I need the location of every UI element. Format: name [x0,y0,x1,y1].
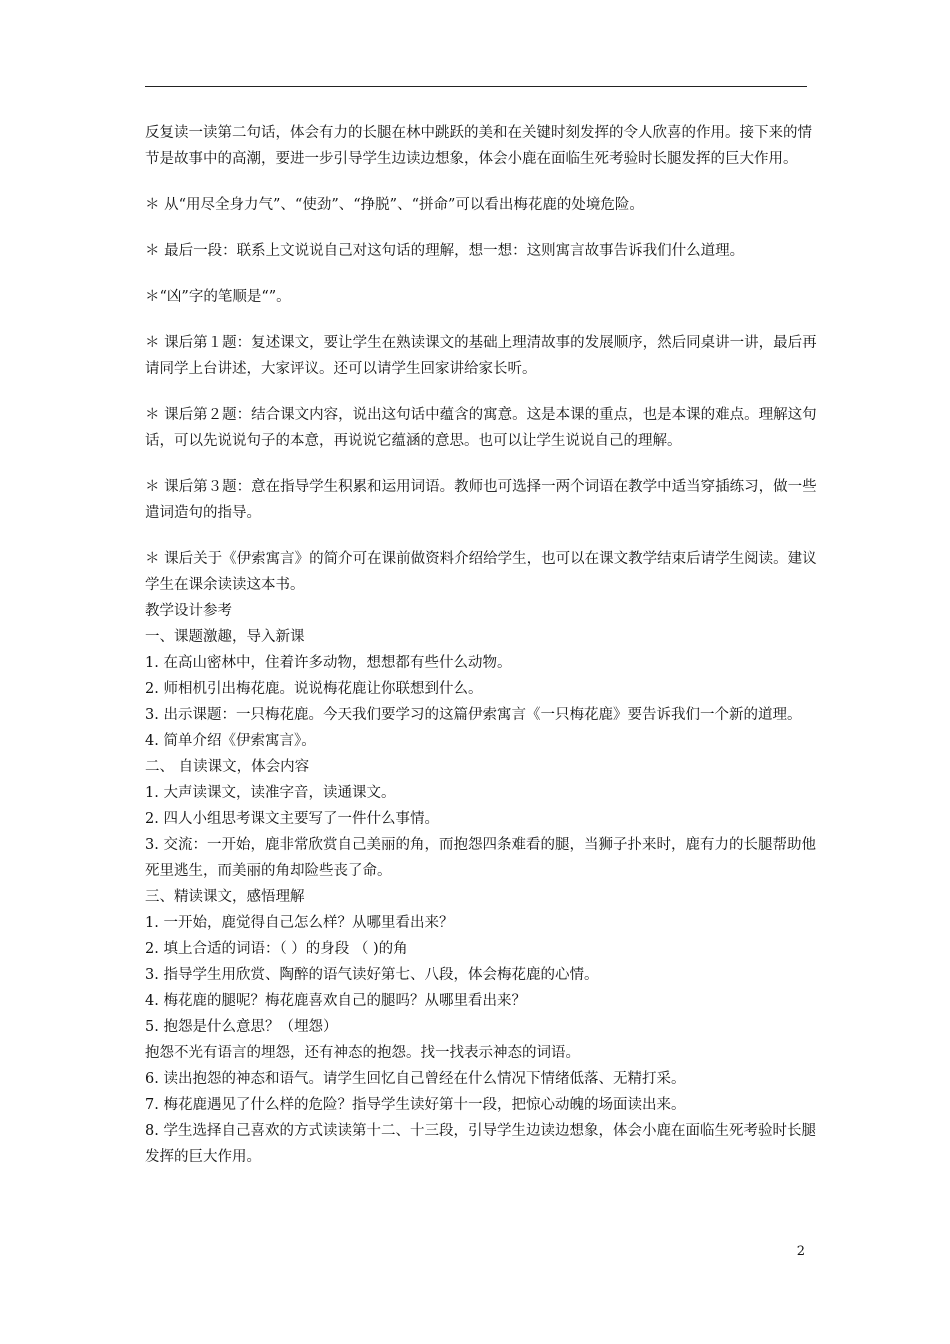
paragraph: ＊ 课后关于《伊索寓言》的简介可在课前做资料介绍给学生，也可以在课文教学结束后请学生阅读。建议学生在课余读读这本书。 [145,551,817,593]
list-item: 抱怨不光有语言的埋怨，还有神态的抱怨。找一找表示神态的词语。 [145,1045,580,1061]
list-item: 6. 读出抱怨的神态和语气。请学生回忆自己曾经在什么情况下情绪低落、无精打采。 [145,1071,686,1087]
paragraph: ＊ 课后第３题：意在指导学生积累和运用词语。教师也可选择一两个词语在教学中适当穿插练习，做一些遣词造句的指导。 [145,479,817,521]
document-body [145,120,817,1170]
list-item: 3. 指导学生用欣赏、陶醉的语气读好第七、八段，体会梅花鹿的心情。 [145,967,599,983]
paragraph: ＊“凶”字的笔顺是“”。 [145,289,291,305]
list-item: 4. 简单介绍《伊索寓言》。 [145,733,316,749]
paragraph: ＊ 从“用尽全身力气”、“使劲”、“挣脱”、“拼命”可以看出梅花鹿的处境危险。 [145,197,644,213]
section-heading: 一、课题激趣，导入新课 [145,629,305,645]
list-item: 3. 交流：一开始，鹿非常欣赏自己美丽的角，而抱怨四条难看的腿，当狮子扑来时，鹿有力的长腿帮助他死里逃生，而美丽的角却险些丧了命。 [145,837,816,879]
page-number: 2 [796,1244,805,1259]
list-item: 1. 一开始，鹿觉得自己怎么样？从哪里看出来？ [145,915,454,931]
list-item: 4. 梅花鹿的腿呢？梅花鹿喜欢自己的腿吗？从哪里看出来？ [145,993,526,1009]
list-item: 8. 学生选择自己喜欢的方式读读第十二、十三段，引导学生边读边想象，体会小鹿在面临生死考验时长腿发挥的巨大作用。 [145,1123,816,1165]
paragraph: ＊ 最后一段：联系上文说说自己对这句话的理解，想一想：这则寓言故事告诉我们什么道理。 [145,243,745,259]
list-item: 2. 四人小组思考课文主要写了一件什么事情。 [145,811,439,827]
list-item: 1. 在高山密林中，住着许多动物，想想都有些什么动物。 [145,655,512,671]
list-item: 2. 师相机引出梅花鹿。说说梅花鹿让你联想到什么。 [145,681,483,697]
section-heading: 二、 自读课文，体会内容 [145,759,310,775]
paragraph: ＊ 课后第１题：复述课文，要让学生在熟读课文的基础上理清故事的发展顺序，然后同桌讲一讲，最后再请同学上台讲述，大家评议。还可以请学生回家讲给家长听。 [145,335,817,377]
section-heading: 三、精读课文，感悟理解 [145,889,305,905]
paragraph: ＊ 课后第２题：结合课文内容，说出这句话中蕴含的寓意。这是本课的重点，也是本课的难点。理解这句话，可以先说说句子的本意，再说说它蕴涵的意思。也可以让学生说说自己的理解。 [145,407,817,449]
list-item: 3. 出示课题：一只梅花鹿。今天我们要学习的这篇伊索寓言《一只梅花鹿》要告诉我们一个新的道理。 [145,707,802,723]
list-item: 2. 填上合适的词语：（ ）的身段 （ )的角 [145,941,408,957]
list-item: 1. 大声读课文，读准字音，读通课文。 [145,785,396,801]
list-item: 7. 梅花鹿遇见了什么样的危险？指导学生读好第十一段，把惊心动魄的场面读出来。 [145,1097,686,1113]
list-item: 5. 抱怨是什么意思？（埋怨） [145,1019,338,1035]
section-heading: 教学设计参考 [145,603,232,619]
paragraph: 反复读一读第二句话，体会有力的长腿在林中跳跃的美和在关键时刻发挥的令人欣喜的作用。接下来的情节是故事中的高潮，要进一步引导学生边读边想象，体会小鹿在面临生死考验时长腿发挥的巨大作用。 [145,125,812,167]
header-rule [145,86,807,87]
